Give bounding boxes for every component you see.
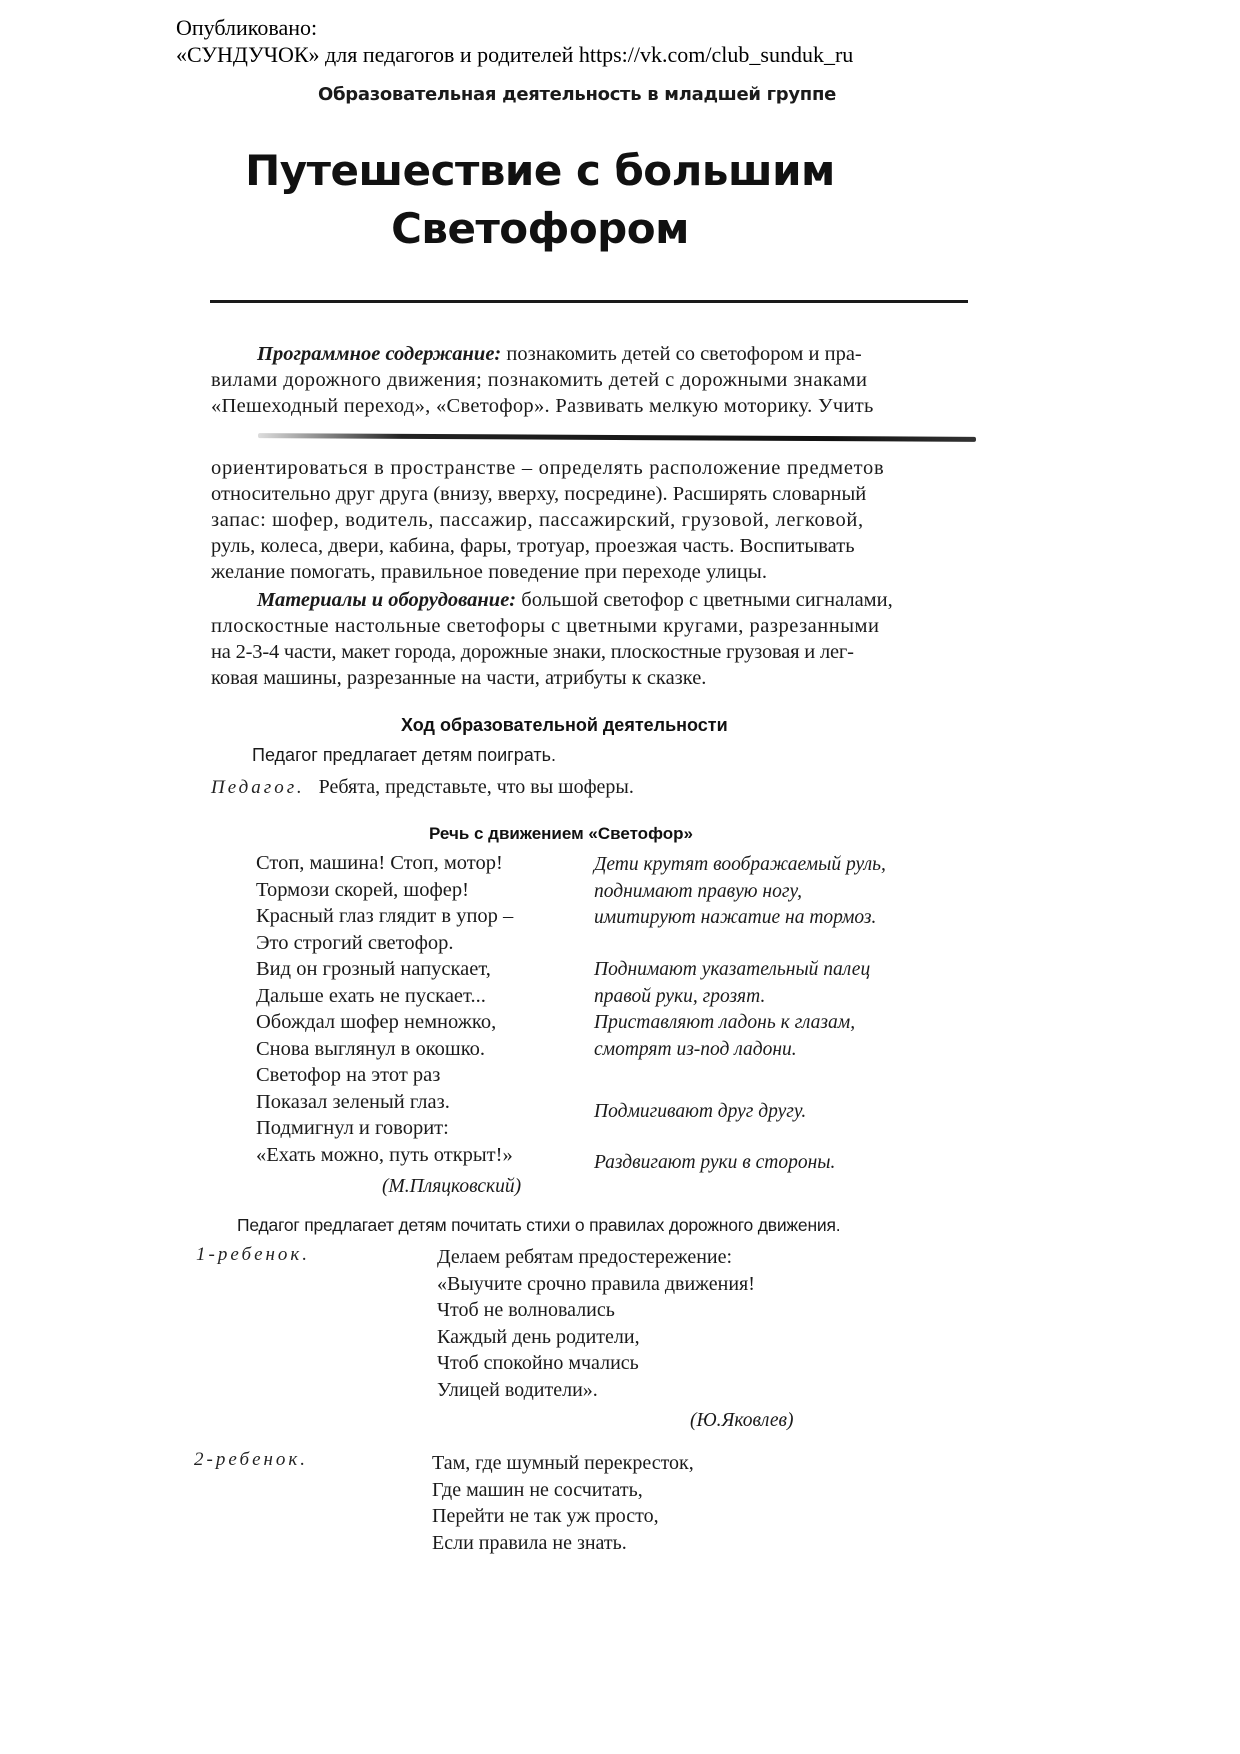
source-line: «СУНДУЧОК» для педагогов и родителей https://vk.com/club_sunduk_ru (176, 42, 854, 67)
teacher-line (211, 776, 634, 799)
teacher-role: Педагог. (211, 777, 305, 798)
child1-role: 1-ребенок. (196, 1244, 311, 1265)
child1-poem: Делаем ребятам предостережение: «Выучите срочно правила движения! Чтоб не волновались Каждый день родители, Чтоб спокойно мчались Улицей водители». (437, 1246, 755, 1401)
program-content-continued: ориентироваться в пространстве – определять расположение предметов относительно друг друга (внизу, вверху, посредине). Расширять словарный запас: шофер, водитель, пассажир, пассажирский, грузовой, легковой, руль, колеса, двери, кабина, фары, тротуар, проезжая часть. Воспитывать желание помогать, правильное поведение при переходе улицы. (211, 457, 885, 583)
publication-header (176, 14, 853, 68)
program-content: Программное содержание: познакомить детей со светофором и пра- вилами дорожного движения; познакомить детей с дорожными знаками «Пешеходный переход», «Светофор». Развивать мелкую моторику. Учить (211, 343, 874, 417)
activity-heading: Ход образовательной деятельности (401, 715, 728, 735)
poem-action-wink: Подмигивают друг другу. (594, 1101, 807, 1122)
child1-author: (Ю.Яковлев) (690, 1410, 794, 1431)
child2-role: 2-ребенок. (194, 1449, 309, 1470)
title-line-2: Светофором (391, 204, 689, 253)
program-label: Программное содержание: (257, 343, 502, 365)
published-label: Опубликовано: (176, 15, 318, 40)
poem-lines: Стоп, машина! Стоп, мотор! Тормози скорей, шофер! Красный глаз глядит в упор – Это строгий светофор. Вид он грозный напускает, Дальше ехать не пускает... Обождал шофер немножко, Снова выглянул в окошко. Светофор на этот раз Показал зеленый глаз. Подмигнул и говорит: «Ехать можно, путь открыт!» (256, 852, 514, 1166)
poem-action-arms: Раздвигают руки в стороны. (594, 1152, 836, 1173)
child2-poem: Там, где шумный перекресток, Где машин не сосчитать, Перейти не так уж просто, Если правила не знать. (432, 1452, 694, 1554)
poem-actions: Дети крутят воображаемый руль, поднимают правую ногу, имитируют нажатие на тормоз. (594, 854, 886, 928)
poems-intro: Педагог предлагает детям почитать стихи о правилах дорожного движения. (237, 1215, 841, 1235)
intro-line: Педагог предлагает детям поиграть. (252, 745, 556, 765)
poem-actions-2: Поднимают указательный палец правой руки, грозят. Приставляют ладонь к глазам, смотрят из-под ладони. (594, 959, 871, 1060)
title-line-1: Путешествие с большим (245, 146, 835, 195)
game-heading: Речь с движением «Светофор» (429, 824, 693, 843)
materials-content: Материалы и оборудование: большой светофор с цветными сигналами, плоскостные настольные светофоры с цветными кругами, разрезанными на 2-3-4 части, макет города, дорожные знаки, плоскостные грузовая и лег- ковая машины, разрезанные на части, атрибуты к сказке. (211, 589, 893, 689)
scan-divider (258, 433, 976, 442)
page-title (190, 142, 890, 258)
teacher-speech: Ребята, представьте, что вы шоферы. (318, 776, 634, 798)
materials-label: Материалы и оборудование: (257, 589, 517, 611)
section-kicker: Образовательная деятельность в младшей группе (318, 84, 836, 105)
poem-author: (М.Пляцковский) (382, 1176, 522, 1197)
title-divider (210, 300, 968, 303)
